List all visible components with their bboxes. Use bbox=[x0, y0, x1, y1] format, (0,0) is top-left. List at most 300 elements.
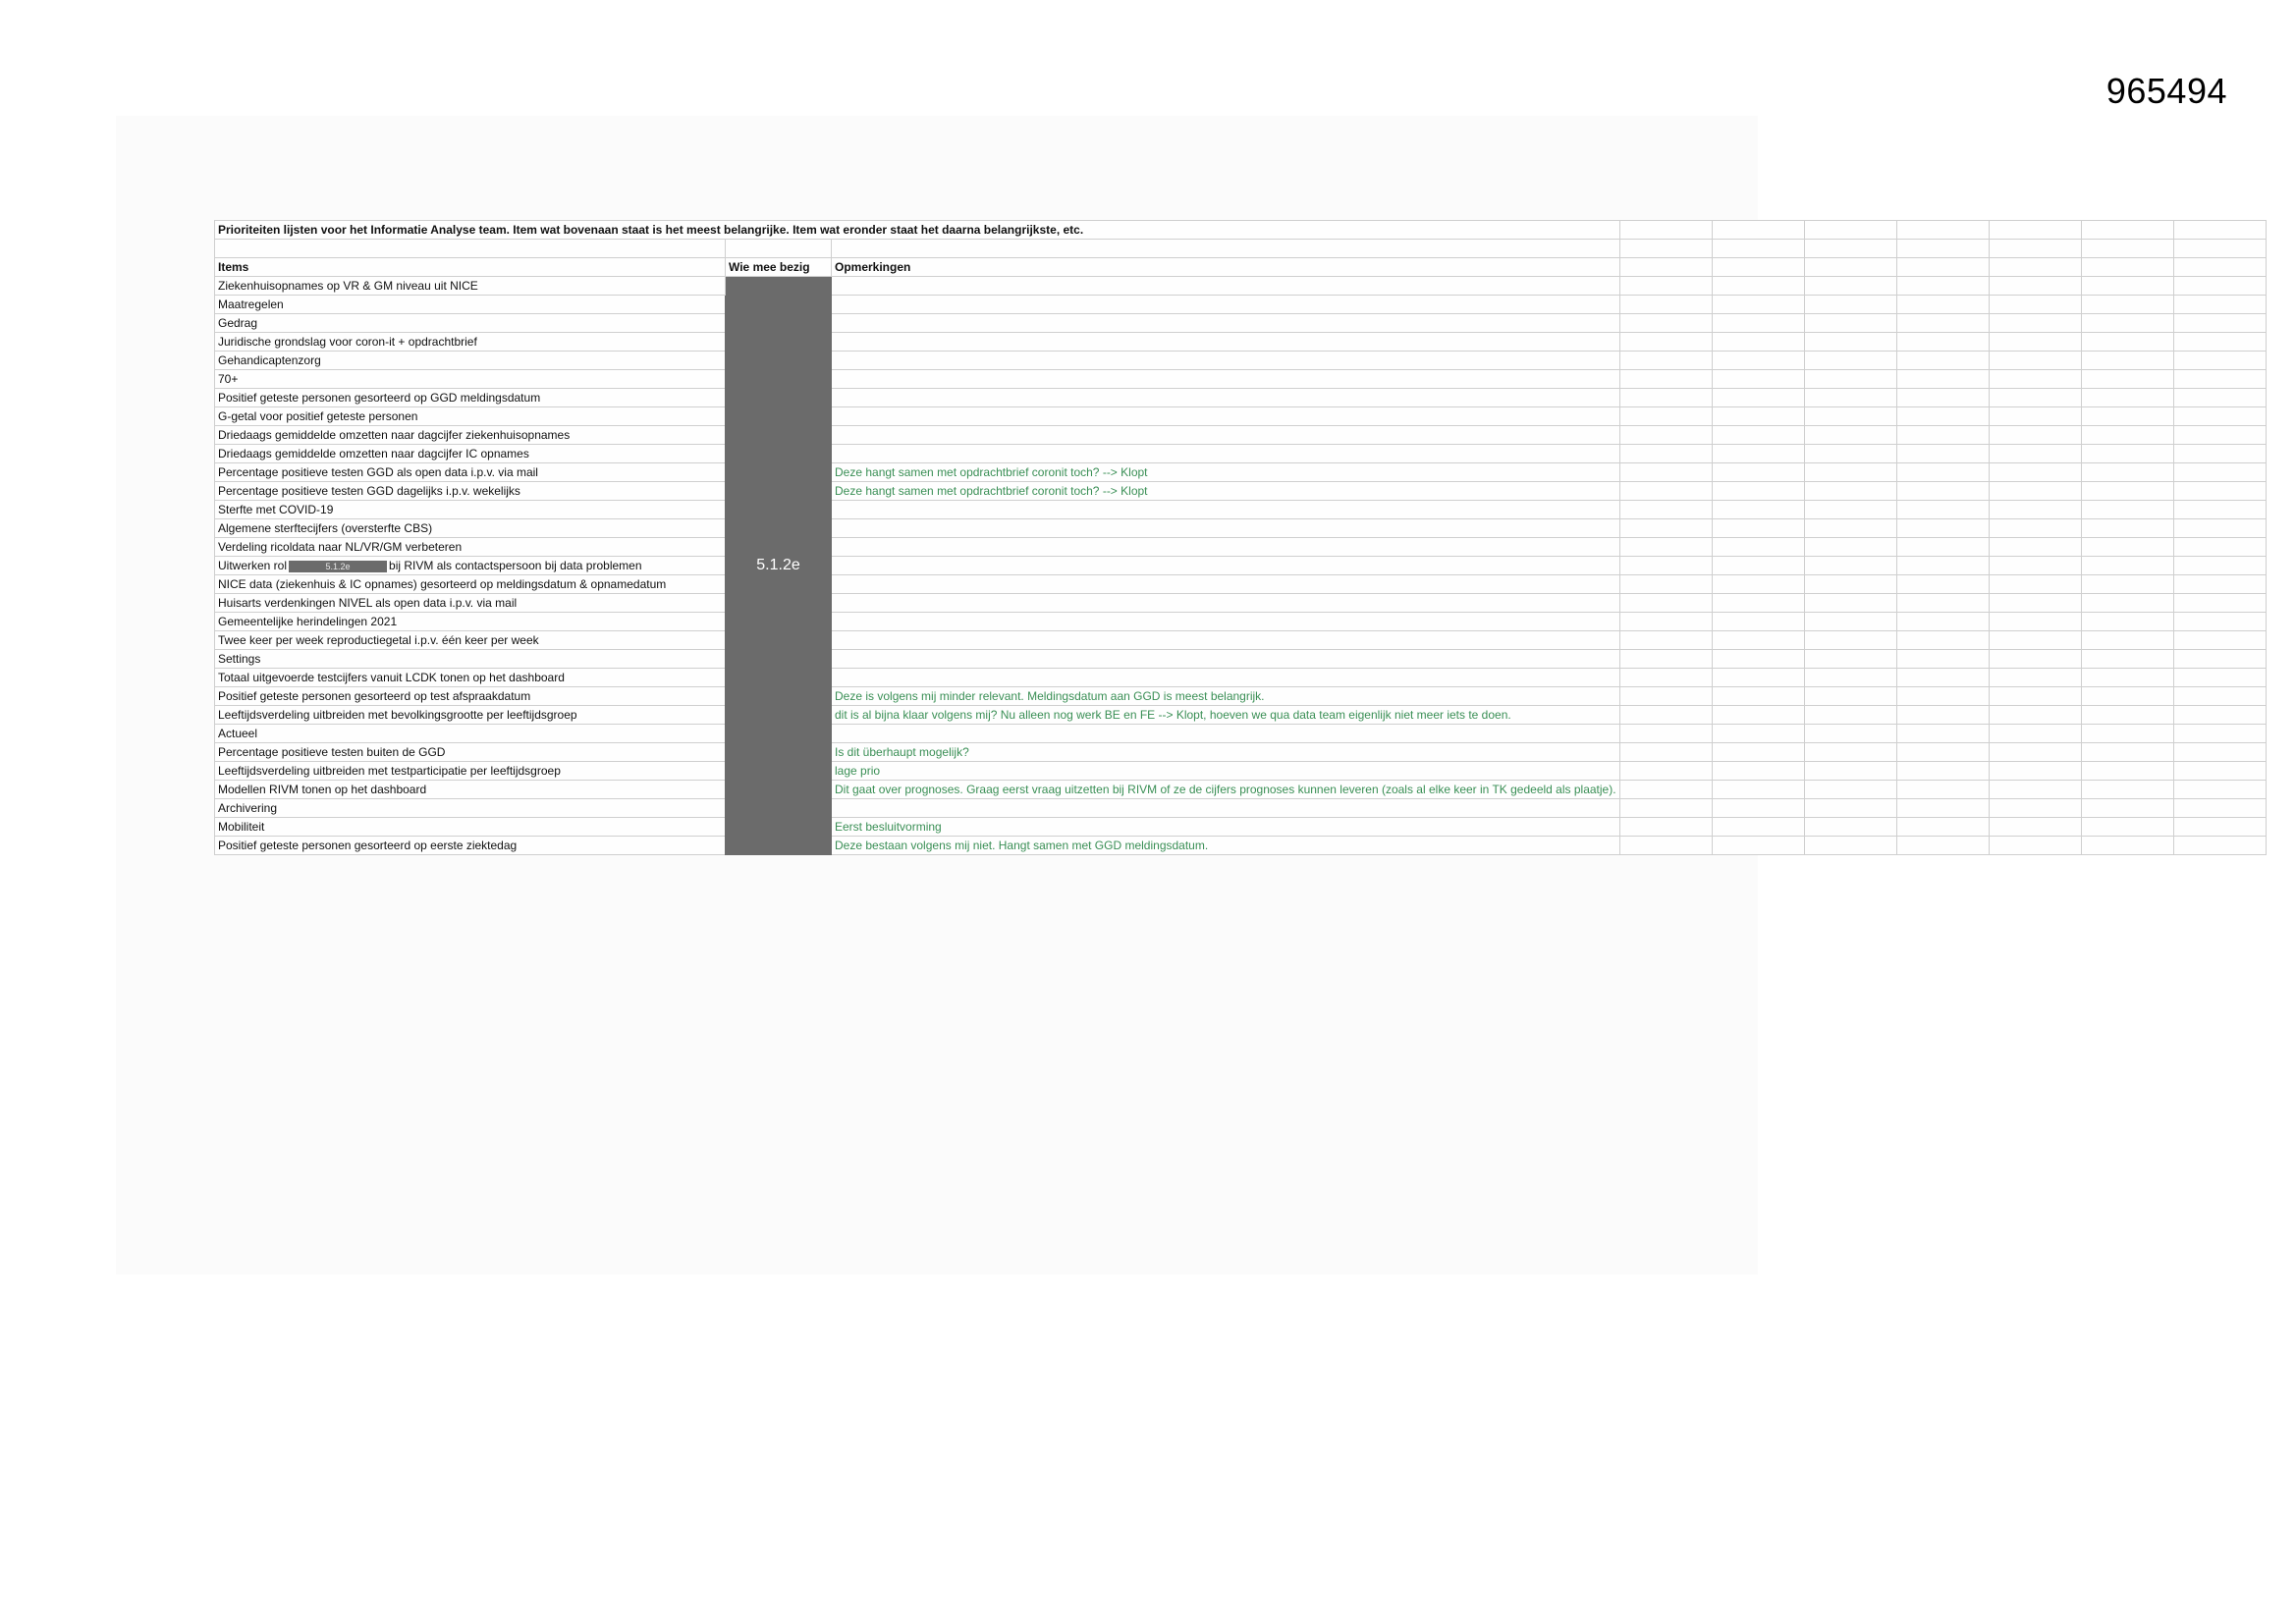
empty-cell bbox=[2173, 426, 2266, 445]
empty-cell bbox=[1804, 258, 1896, 277]
empty-cell bbox=[1804, 762, 1896, 781]
redaction-block: 5.1.2e bbox=[289, 561, 387, 572]
empty-cell bbox=[1804, 240, 1896, 258]
empty-cell bbox=[1896, 501, 1989, 519]
empty-cell bbox=[2173, 706, 2266, 725]
remark-cell bbox=[832, 669, 1620, 687]
empty-cell bbox=[1712, 426, 1804, 445]
remark-text: Is dit überhaupt mogelijk? bbox=[835, 745, 969, 759]
empty-cell bbox=[2081, 594, 2173, 613]
empty-cell bbox=[1712, 706, 1804, 725]
remark-cell bbox=[832, 837, 1620, 855]
empty-cell bbox=[1989, 725, 2081, 743]
empty-cell bbox=[1712, 352, 1804, 370]
empty-cell bbox=[2173, 613, 2266, 631]
table-row bbox=[215, 352, 2267, 370]
empty-cell bbox=[1712, 762, 1804, 781]
table-row bbox=[215, 296, 2267, 314]
empty-cell bbox=[2173, 333, 2266, 352]
empty-cell bbox=[2173, 445, 2266, 463]
empty-cell bbox=[1804, 426, 1896, 445]
item-cell bbox=[215, 631, 726, 650]
empty-cell bbox=[1712, 575, 1804, 594]
header-remarks-label: Opmerkingen bbox=[835, 260, 911, 274]
empty-cell bbox=[1989, 594, 2081, 613]
empty-cell bbox=[2081, 669, 2173, 687]
empty-cell bbox=[1619, 407, 1712, 426]
table-row bbox=[215, 501, 2267, 519]
empty-cell bbox=[1896, 687, 1989, 706]
empty-cell bbox=[1804, 352, 1896, 370]
empty-cell bbox=[1989, 389, 2081, 407]
empty-cell bbox=[1619, 631, 1712, 650]
empty-cell bbox=[1712, 538, 1804, 557]
remark-cell bbox=[832, 296, 1620, 314]
header-who-label: Wie mee bezig bbox=[729, 260, 810, 274]
remark-cell bbox=[832, 370, 1620, 389]
item-cell bbox=[215, 482, 726, 501]
item-cell bbox=[215, 781, 726, 799]
empty-cell bbox=[1619, 762, 1712, 781]
empty-cell bbox=[1896, 781, 1989, 799]
table-row bbox=[215, 482, 2267, 501]
item-text: Percentage positieve testen GGD als open data i.p.v. via mail bbox=[218, 465, 538, 479]
empty-cell bbox=[1619, 296, 1712, 314]
empty-cell bbox=[1712, 445, 1804, 463]
empty-cell bbox=[1989, 370, 2081, 389]
empty-cell bbox=[1896, 519, 1989, 538]
empty-cell bbox=[1712, 725, 1804, 743]
item-text: Positief geteste personen gesorteerd op test afspraakdatum bbox=[218, 689, 531, 703]
remark-cell bbox=[832, 407, 1620, 426]
title-cell bbox=[215, 221, 1620, 240]
empty-cell bbox=[1896, 258, 1989, 277]
empty-cell bbox=[1619, 352, 1712, 370]
empty-cell bbox=[2081, 818, 2173, 837]
empty-cell bbox=[1896, 314, 1989, 333]
empty-cell bbox=[1989, 296, 2081, 314]
table-row bbox=[215, 743, 2267, 762]
empty-cell bbox=[1896, 706, 1989, 725]
item-text: Algemene sterftecijfers (oversterfte CBS) bbox=[218, 521, 433, 535]
empty-cell bbox=[1989, 631, 2081, 650]
item-cell bbox=[215, 389, 726, 407]
empty-cell bbox=[1619, 687, 1712, 706]
empty-cell bbox=[1712, 594, 1804, 613]
empty-cell bbox=[1619, 240, 1712, 258]
empty-cell bbox=[1896, 482, 1989, 501]
empty-cell bbox=[2173, 501, 2266, 519]
empty-cell bbox=[1712, 650, 1804, 669]
remark-text: Deze hangt samen met opdrachtbrief coronit toch? --> Klopt bbox=[835, 484, 1148, 498]
remark-cell bbox=[832, 426, 1620, 445]
empty-cell bbox=[1989, 538, 2081, 557]
empty-cell bbox=[1619, 575, 1712, 594]
empty-cell bbox=[1712, 669, 1804, 687]
remark-cell bbox=[832, 613, 1620, 631]
empty-cell bbox=[2081, 631, 2173, 650]
table-row bbox=[215, 557, 2267, 575]
item-text: NICE data (ziekenhuis & IC opnames) gesorteerd op meldingsdatum & opnamedatum bbox=[218, 577, 667, 591]
empty-cell bbox=[1712, 687, 1804, 706]
empty-cell bbox=[2081, 333, 2173, 352]
item-cell bbox=[215, 296, 726, 314]
empty-cell bbox=[2081, 557, 2173, 575]
item-text: Actueel bbox=[218, 727, 258, 740]
item-text: Positief geteste personen gesorteerd op eerste ziektedag bbox=[218, 839, 518, 852]
who-redaction-label: 5.1.2e bbox=[756, 557, 800, 573]
empty-cell bbox=[1989, 575, 2081, 594]
empty-cell bbox=[1712, 407, 1804, 426]
empty-cell bbox=[1619, 370, 1712, 389]
table-row bbox=[215, 837, 2267, 855]
empty-cell bbox=[1896, 370, 1989, 389]
empty-cell bbox=[2173, 296, 2266, 314]
item-text: Gemeentelijke herindelingen 2021 bbox=[218, 615, 398, 628]
empty-cell bbox=[1989, 240, 2081, 258]
header-remarks bbox=[832, 258, 1620, 277]
item-cell bbox=[215, 370, 726, 389]
empty-cell bbox=[1619, 221, 1712, 240]
empty-cell bbox=[1804, 389, 1896, 407]
item-cell bbox=[215, 501, 726, 519]
remark-text: Deze bestaan volgens mij niet. Hangt samen met GGD meldingsdatum. bbox=[835, 839, 1209, 852]
empty-cell bbox=[2081, 463, 2173, 482]
empty-cell bbox=[1989, 762, 2081, 781]
empty-cell bbox=[2081, 613, 2173, 631]
empty-cell bbox=[1989, 650, 2081, 669]
empty-cell bbox=[1619, 781, 1712, 799]
empty-cell bbox=[2173, 762, 2266, 781]
empty-cell bbox=[1896, 277, 1989, 296]
empty-cell bbox=[1619, 314, 1712, 333]
item-text: Twee keer per week reproductiegetal i.p.v. één keer per week bbox=[218, 633, 539, 647]
empty-cell bbox=[1619, 594, 1712, 613]
empty-cell bbox=[2173, 258, 2266, 277]
empty-cell bbox=[1989, 669, 2081, 687]
remark-cell bbox=[832, 706, 1620, 725]
empty-cell bbox=[1619, 519, 1712, 538]
remark-cell bbox=[832, 463, 1620, 482]
table-row bbox=[215, 277, 2267, 296]
remark-cell bbox=[832, 501, 1620, 519]
empty-cell bbox=[1712, 482, 1804, 501]
table-row bbox=[215, 519, 2267, 538]
empty-cell bbox=[2173, 743, 2266, 762]
empty-cell bbox=[2173, 837, 2266, 855]
empty-cell bbox=[1804, 818, 1896, 837]
empty-cell bbox=[1804, 463, 1896, 482]
empty-cell bbox=[2081, 743, 2173, 762]
empty-cell bbox=[2173, 389, 2266, 407]
empty-cell bbox=[2173, 370, 2266, 389]
empty-cell bbox=[1619, 725, 1712, 743]
empty-cell bbox=[2173, 650, 2266, 669]
remark-cell bbox=[832, 594, 1620, 613]
remark-text: Dit gaat over prognoses. Graag eerst vraag uitzetten bij RIVM of ze de cijfers prognoses kunnen leveren (zoals al elke keer in TK gedeeld als plaatje). bbox=[835, 783, 1616, 796]
empty-cell bbox=[1989, 743, 2081, 762]
remark-text: Eerst besluitvorming bbox=[835, 820, 942, 834]
empty-cell bbox=[1989, 482, 2081, 501]
empty-cell bbox=[1712, 837, 1804, 855]
empty-cell bbox=[1989, 333, 2081, 352]
empty-cell bbox=[1619, 799, 1712, 818]
empty-cell bbox=[2081, 407, 2173, 426]
table-row bbox=[215, 762, 2267, 781]
item-text-before: Uitwerken rol bbox=[218, 559, 288, 572]
empty-cell bbox=[1712, 781, 1804, 799]
empty-cell bbox=[2081, 426, 2173, 445]
empty-cell bbox=[2081, 799, 2173, 818]
item-text: Gedrag bbox=[218, 316, 258, 330]
table-row bbox=[215, 669, 2267, 687]
table-row bbox=[215, 389, 2267, 407]
table-row bbox=[215, 613, 2267, 631]
empty-cell bbox=[1804, 706, 1896, 725]
table-row bbox=[215, 538, 2267, 557]
item-cell bbox=[215, 575, 726, 594]
empty-cell bbox=[1989, 463, 2081, 482]
header-who bbox=[726, 258, 832, 277]
empty-cell bbox=[1712, 799, 1804, 818]
item-text: Driedaags gemiddelde omzetten naar dagcijfer IC opnames bbox=[218, 447, 529, 460]
empty-cell bbox=[1619, 333, 1712, 352]
header-items bbox=[215, 258, 726, 277]
item-text: Gehandicaptenzorg bbox=[218, 353, 321, 367]
empty-cell bbox=[1896, 445, 1989, 463]
empty-cell bbox=[1712, 296, 1804, 314]
table-row bbox=[215, 650, 2267, 669]
table-row bbox=[215, 575, 2267, 594]
item-text: Settings bbox=[218, 652, 261, 666]
blank-row bbox=[215, 240, 2267, 258]
empty-cell bbox=[1804, 519, 1896, 538]
item-text: Juridische grondslag voor coron-it + opdrachtbrief bbox=[218, 335, 477, 349]
empty-cell bbox=[1989, 314, 2081, 333]
empty-cell bbox=[1896, 743, 1989, 762]
remark-cell bbox=[832, 650, 1620, 669]
remark-cell bbox=[832, 725, 1620, 743]
empty-cell bbox=[1619, 650, 1712, 669]
item-cell bbox=[215, 687, 726, 706]
table-row bbox=[215, 426, 2267, 445]
empty-cell bbox=[1989, 557, 2081, 575]
empty-cell bbox=[1804, 407, 1896, 426]
empty-cell bbox=[1896, 631, 1989, 650]
item-cell bbox=[215, 557, 726, 575]
empty-cell bbox=[1804, 277, 1896, 296]
empty-cell bbox=[1896, 407, 1989, 426]
empty-cell bbox=[215, 240, 726, 258]
empty-cell bbox=[1619, 837, 1712, 855]
empty-cell bbox=[1804, 781, 1896, 799]
remark-text: dit is al bijna klaar volgens mij? Nu alleen nog werk BE en FE --> Klopt, hoeven we qua data team eigenlijk niet meer iets te doen. bbox=[835, 708, 1511, 722]
empty-cell bbox=[1896, 426, 1989, 445]
empty-cell bbox=[1896, 240, 1989, 258]
empty-cell bbox=[2081, 687, 2173, 706]
empty-cell bbox=[1619, 538, 1712, 557]
empty-cell bbox=[1989, 221, 2081, 240]
empty-cell bbox=[1804, 538, 1896, 557]
empty-cell bbox=[1619, 258, 1712, 277]
empty-cell bbox=[1896, 221, 1989, 240]
empty-cell bbox=[1712, 631, 1804, 650]
empty-cell bbox=[2173, 687, 2266, 706]
empty-cell bbox=[2173, 594, 2266, 613]
empty-cell bbox=[1896, 538, 1989, 557]
title-row bbox=[215, 221, 2267, 240]
empty-cell bbox=[1989, 426, 2081, 445]
empty-cell bbox=[1712, 221, 1804, 240]
item-text: Sterfte met COVID-19 bbox=[218, 503, 334, 516]
empty-cell bbox=[2081, 445, 2173, 463]
item-text: Positief geteste personen gesorteerd op GGD meldingsdatum bbox=[218, 391, 541, 405]
item-text: Archivering bbox=[218, 801, 278, 815]
table-row bbox=[215, 314, 2267, 333]
empty-cell bbox=[2081, 240, 2173, 258]
table-row bbox=[215, 463, 2267, 482]
empty-cell bbox=[2173, 519, 2266, 538]
empty-cell bbox=[2081, 352, 2173, 370]
empty-cell bbox=[1804, 631, 1896, 650]
item-cell bbox=[215, 762, 726, 781]
empty-cell bbox=[2173, 463, 2266, 482]
table-row bbox=[215, 445, 2267, 463]
empty-cell bbox=[1896, 613, 1989, 631]
table-row bbox=[215, 407, 2267, 426]
empty-cell bbox=[2173, 557, 2266, 575]
empty-cell bbox=[1619, 277, 1712, 296]
empty-cell bbox=[1804, 743, 1896, 762]
item-cell bbox=[215, 743, 726, 762]
empty-cell bbox=[1804, 669, 1896, 687]
empty-cell bbox=[1896, 818, 1989, 837]
empty-cell bbox=[1896, 352, 1989, 370]
empty-cell bbox=[1989, 706, 2081, 725]
remark-cell bbox=[832, 631, 1620, 650]
empty-cell bbox=[1712, 370, 1804, 389]
item-text: Driedaags gemiddelde omzetten naar dagcijfer ziekenhuisopnames bbox=[218, 428, 571, 442]
table-row bbox=[215, 781, 2267, 799]
empty-cell bbox=[2173, 407, 2266, 426]
empty-cell bbox=[1804, 501, 1896, 519]
item-text-after: bij RIVM als contactspersoon bij data problemen bbox=[389, 559, 642, 572]
empty-cell bbox=[1804, 725, 1896, 743]
item-text: Percentage positieve testen buiten de GGD bbox=[218, 745, 446, 759]
empty-cell bbox=[1712, 743, 1804, 762]
table-row bbox=[215, 818, 2267, 837]
remark-cell bbox=[832, 445, 1620, 463]
item-text: 70+ bbox=[218, 372, 239, 386]
empty-cell bbox=[2081, 575, 2173, 594]
empty-cell bbox=[1896, 389, 1989, 407]
empty-cell bbox=[2081, 370, 2173, 389]
remark-cell bbox=[832, 389, 1620, 407]
empty-cell bbox=[2081, 781, 2173, 799]
empty-cell bbox=[1896, 837, 1989, 855]
empty-cell bbox=[2173, 781, 2266, 799]
item-cell bbox=[215, 333, 726, 352]
remark-cell bbox=[832, 482, 1620, 501]
empty-cell bbox=[726, 240, 832, 258]
empty-cell bbox=[1619, 818, 1712, 837]
remark-cell bbox=[832, 818, 1620, 837]
empty-cell bbox=[2173, 799, 2266, 818]
empty-cell bbox=[1619, 669, 1712, 687]
empty-cell bbox=[1619, 482, 1712, 501]
empty-cell bbox=[1712, 333, 1804, 352]
empty-cell bbox=[1712, 613, 1804, 631]
empty-cell bbox=[2081, 762, 2173, 781]
document-number: 965494 bbox=[2105, 71, 2227, 111]
empty-cell bbox=[1712, 258, 1804, 277]
item-text: Leeftijdsverdeling uitbreiden met bevolkingsgrootte per leeftijdsgroep bbox=[218, 708, 577, 722]
empty-cell bbox=[1619, 557, 1712, 575]
empty-cell bbox=[2081, 389, 2173, 407]
empty-cell bbox=[1989, 501, 2081, 519]
empty-cell bbox=[1804, 687, 1896, 706]
empty-cell bbox=[1989, 818, 2081, 837]
empty-cell bbox=[2173, 240, 2266, 258]
empty-cell bbox=[2173, 669, 2266, 687]
table-row bbox=[215, 687, 2267, 706]
item-text: Ziekenhuisopnames op VR & GM niveau uit NICE bbox=[218, 279, 478, 293]
remark-cell bbox=[832, 519, 1620, 538]
item-cell bbox=[215, 538, 726, 557]
empty-cell bbox=[1712, 314, 1804, 333]
empty-cell bbox=[1989, 837, 2081, 855]
empty-cell bbox=[832, 240, 1620, 258]
item-cell bbox=[215, 314, 726, 333]
sheet-title: Prioriteiten lijsten voor het Informatie Analyse team. Item wat bovenaan staat is het meest belangrijke. Item wat eronder staat het daarna belangrijkste, etc. bbox=[218, 223, 1084, 237]
empty-cell bbox=[2173, 277, 2266, 296]
empty-cell bbox=[2081, 837, 2173, 855]
header-items-label: Items bbox=[218, 260, 249, 274]
empty-cell bbox=[1896, 594, 1989, 613]
item-cell bbox=[215, 463, 726, 482]
remark-cell bbox=[832, 314, 1620, 333]
empty-cell bbox=[1804, 575, 1896, 594]
empty-cell bbox=[1804, 370, 1896, 389]
remark-cell bbox=[832, 743, 1620, 762]
remark-cell bbox=[832, 557, 1620, 575]
empty-cell bbox=[1804, 594, 1896, 613]
item-cell bbox=[215, 445, 726, 463]
empty-cell bbox=[1989, 407, 2081, 426]
empty-cell bbox=[1989, 277, 2081, 296]
priority-spreadsheet bbox=[214, 220, 2267, 855]
empty-cell bbox=[1804, 557, 1896, 575]
empty-cell bbox=[1804, 650, 1896, 669]
remark-text: Deze is volgens mij minder relevant. Meldingsdatum aan GGD is meest belangrijk. bbox=[835, 689, 1265, 703]
item-cell bbox=[215, 407, 726, 426]
item-text: Verdeling ricoldata naar NL/VR/GM verbeteren bbox=[218, 540, 463, 554]
empty-cell bbox=[1804, 482, 1896, 501]
item-cell bbox=[215, 650, 726, 669]
item-text: Modellen RIVM tonen op het dashboard bbox=[218, 783, 427, 796]
empty-cell bbox=[1989, 519, 2081, 538]
empty-cell bbox=[1619, 463, 1712, 482]
empty-cell bbox=[1896, 557, 1989, 575]
remark-cell bbox=[832, 538, 1620, 557]
empty-cell bbox=[1896, 296, 1989, 314]
empty-cell bbox=[2173, 538, 2266, 557]
table-row bbox=[215, 631, 2267, 650]
empty-cell bbox=[2173, 818, 2266, 837]
empty-cell bbox=[2173, 314, 2266, 333]
empty-cell bbox=[1712, 818, 1804, 837]
remark-cell bbox=[832, 781, 1620, 799]
